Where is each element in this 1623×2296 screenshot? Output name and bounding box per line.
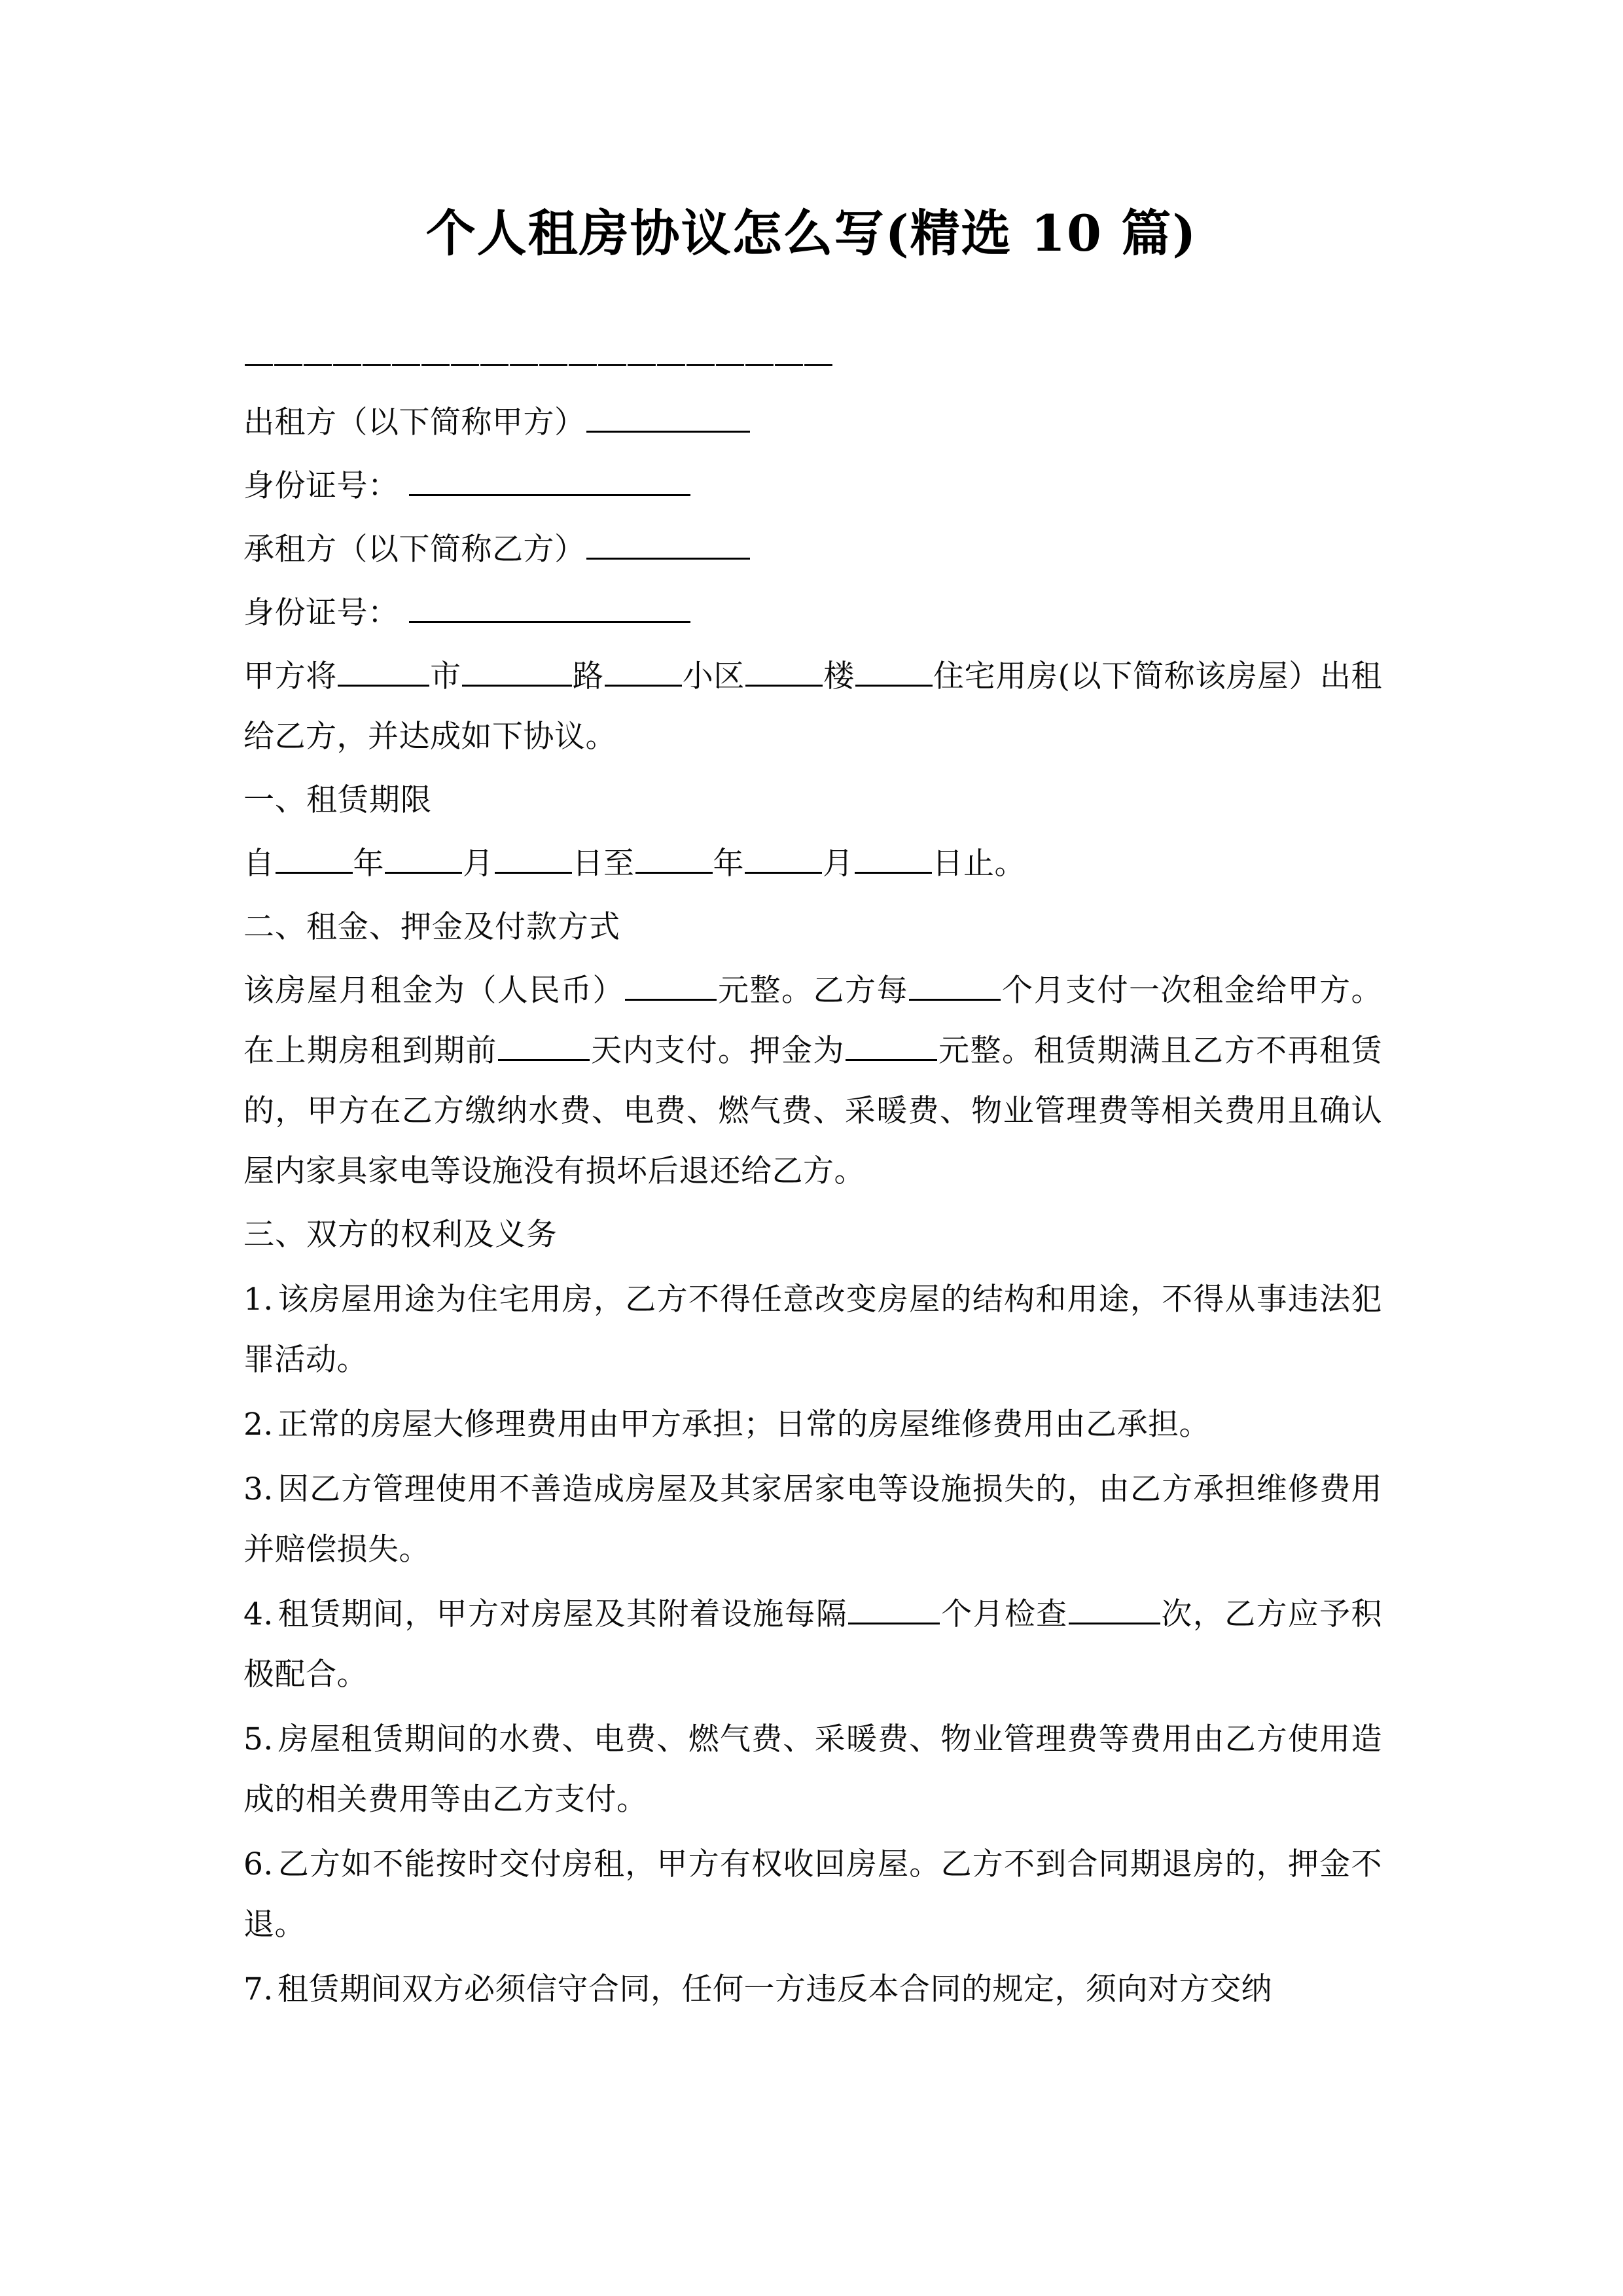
lessee-id-blank[interactable] xyxy=(409,592,690,623)
advance-days-blank[interactable] xyxy=(498,1030,590,1061)
deposit-unit: 元整。租赁期满且乙方不再租赁的，甲方在乙方缴纳水费、电费、燃气费、采暖费、物业管理费等相关费用且确认屋内家具家电等设施没有损坏后退还给乙方。 xyxy=(243,1033,1382,1189)
deposit-amount-blank[interactable] xyxy=(846,1030,937,1061)
rent-terms-paragraph xyxy=(243,961,1382,1202)
clause-text: 该房屋用途为住宅用房，乙方不得任意改变房屋的结构和用途，不得从事违法犯罪活动。 xyxy=(243,1282,1382,1378)
clause-number: 6. xyxy=(243,1846,274,1882)
clause-number: 5. xyxy=(243,1721,274,1757)
lessor-id-line xyxy=(243,456,1382,516)
year-label-2: 年 xyxy=(713,846,744,882)
premises-road-label: 路 xyxy=(572,658,604,694)
term-end-year-blank[interactable] xyxy=(635,843,713,874)
lessor-label: 出租方（以下简称甲方） xyxy=(243,404,586,440)
premises-lead: 甲方将 xyxy=(243,658,337,694)
clause-text: 租赁期间双方必须信守合同，任何一方违反本合同的规定，须向对方交纳 xyxy=(277,1971,1272,2007)
premises-building-blank[interactable] xyxy=(745,656,823,687)
document-body xyxy=(243,338,1382,2020)
clause-number: 1. xyxy=(243,1282,274,1318)
clause-number: 3. xyxy=(243,1471,274,1507)
clause-item-7 xyxy=(243,1960,1382,2020)
clause-text: 因乙方管理使用不善造成房屋及其家居家电等设施损失的，由乙方承担维修费用并赔偿损失。 xyxy=(243,1471,1382,1568)
clause-text: 乙方如不能按时交付房租，甲方有权收回房屋。乙方不到合同期退房的，押金不退。 xyxy=(243,1846,1382,1943)
clause-item-6 xyxy=(243,1835,1382,1955)
premises-community-label: 小区 xyxy=(682,658,745,694)
payment-cycle-blank[interactable] xyxy=(909,970,1001,1001)
month-label: 月 xyxy=(463,846,494,882)
term-start-year-blank[interactable] xyxy=(276,843,353,874)
clause-tail: 次，乙方应予积极配合。 xyxy=(243,1596,1383,1693)
lessor-name-blank[interactable] xyxy=(586,402,750,433)
rent-unit: 元整。乙方每 xyxy=(717,973,908,1009)
clause-item-3 xyxy=(243,1460,1382,1580)
term-end-day-blank[interactable] xyxy=(855,843,932,874)
clause-item-5 xyxy=(243,1710,1382,1830)
horizontal-rule-dashes: ———————————————————— xyxy=(243,345,832,381)
rent-lead: 该房屋月租金为（人民币） xyxy=(243,973,624,1009)
clause-item-4 xyxy=(243,1585,1382,1705)
clause-number: 7. xyxy=(243,1971,274,2007)
monthly-rent-blank[interactable] xyxy=(625,970,717,1001)
lease-term-line xyxy=(243,834,1382,894)
clause-mid: 个月检查 xyxy=(940,1596,1068,1632)
clause-text: 房屋租赁期间的水费、电费、燃气费、采暖费、物业管理费等费用由乙方使用造成的相关费用等由乙方支付。 xyxy=(243,1721,1382,1818)
term-end-month-blank[interactable] xyxy=(745,843,822,874)
clause-lead: 租赁期间，甲方对房屋及其附着设施每隔 xyxy=(277,1596,848,1632)
page-title: 个人租房协议怎么写(精选 10 篇) xyxy=(425,204,1198,262)
rent-cycle: 个月支付一次租金给甲方。在上期房租到期前 xyxy=(243,973,1382,1069)
premises-city-label: 市 xyxy=(429,658,461,694)
lessor-id-blank[interactable] xyxy=(409,465,690,496)
lessee-line xyxy=(243,520,1382,580)
lessor-id-label: 身份证号： xyxy=(243,468,399,504)
premises-city-blank[interactable] xyxy=(338,656,429,687)
day-end-label: 日止。 xyxy=(932,846,1026,882)
section-2-heading: 二、租金、押金及付款方式 xyxy=(243,909,620,945)
lessee-id-label: 身份证号： xyxy=(243,595,399,631)
term-from-label: 自 xyxy=(243,846,275,882)
lessee-label: 承租方（以下简称乙方） xyxy=(243,531,586,567)
premises-building-label: 楼 xyxy=(823,658,855,694)
lessor-line xyxy=(243,393,1382,453)
lessee-id-line xyxy=(243,583,1382,643)
clause-item-1 xyxy=(243,1270,1382,1390)
inspection-interval-blank[interactable] xyxy=(848,1594,940,1624)
clause-number: 2. xyxy=(243,1407,274,1443)
premises-road-blank[interactable] xyxy=(462,656,572,687)
premises-community-blank[interactable] xyxy=(605,656,682,687)
clause-text: 正常的房屋大修理费用由甲方承担；日常的房屋维修费用由乙承担。 xyxy=(277,1407,1210,1443)
premises-paragraph xyxy=(243,647,1382,767)
year-label: 年 xyxy=(353,846,384,882)
term-start-day-blank[interactable] xyxy=(495,843,572,874)
premises-tail: 住宅用房(以下简称该房屋）出租给乙方，并达成如下协议。 xyxy=(243,658,1383,755)
pay-within: 天内支付。押金为 xyxy=(590,1033,845,1069)
section-3-heading: 三、双方的权利及义务 xyxy=(243,1217,558,1253)
month-label-2: 月 xyxy=(823,846,854,882)
section-1-heading: 一、租赁期限 xyxy=(243,782,432,818)
premises-unit-blank[interactable] xyxy=(855,656,933,687)
term-start-month-blank[interactable] xyxy=(385,843,462,874)
clause-number: 4. xyxy=(243,1596,274,1632)
day-to-label: 日至 xyxy=(572,846,635,882)
inspection-count-blank[interactable] xyxy=(1069,1594,1160,1624)
lessee-name-blank[interactable] xyxy=(586,529,750,560)
clause-item-2 xyxy=(243,1395,1382,1455)
